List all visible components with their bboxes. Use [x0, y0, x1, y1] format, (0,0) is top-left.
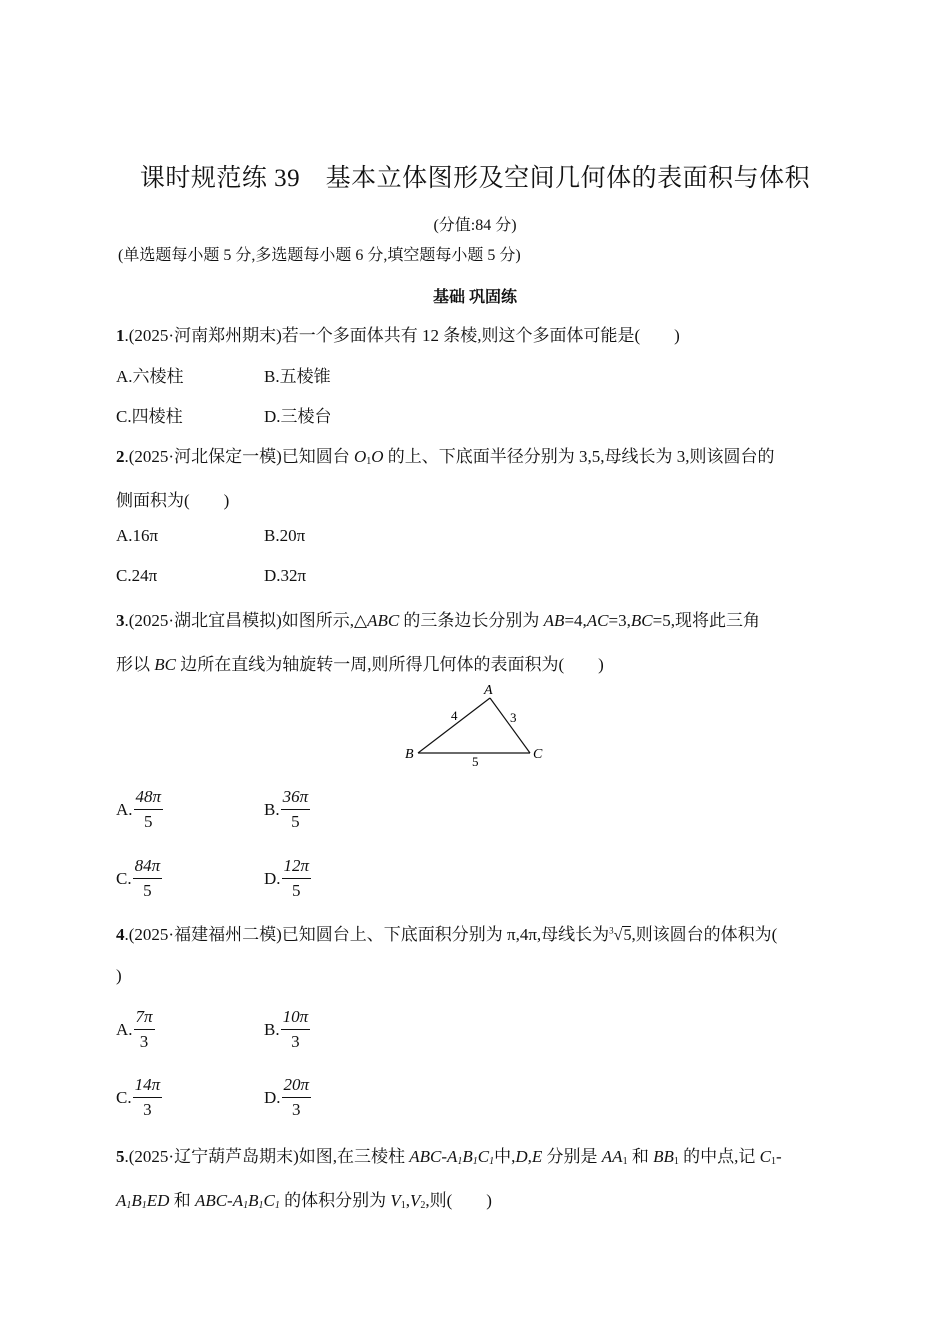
- fraction: $\frac{20\pi}{3}$: [283, 1075, 310, 1119]
- fraction: $\frac{84\pi}{5}$: [134, 856, 161, 900]
- side-ac-length: 3: [510, 710, 517, 725]
- q4-option-a[interactable]: A. $\frac{7\pi}{3}$: [116, 1007, 153, 1051]
- score-note: (分值:84 分): [433, 217, 517, 234]
- question-3-line-2: 形以 BC 边所在直线为轴旋转一周,则所得几何体的表面积为( ): [116, 655, 604, 674]
- fraction: $\frac{14\pi}{3}$: [134, 1075, 161, 1119]
- question-5-line-2: $A_1B_1ED$ 和 ABC-$A_1B_1C_1$ 的体积分别为 $V_1,V_2$,则( ): [116, 1191, 492, 1211]
- q2-option-a[interactable]: A.16π: [116, 526, 159, 545]
- q1-option-a[interactable]: A.六棱柱: [116, 367, 184, 386]
- fraction: $\frac{7\pi}{3}$: [135, 1007, 153, 1051]
- question-2: 2.(2025·河北保定一模)已知圆台 $O_1O$ 的上、下底面半径分别为 3,5,母线长为 3,则该圆台的: [116, 447, 775, 467]
- q3-option-c[interactable]: C. $\frac{84\pi}{5}$: [116, 856, 161, 900]
- question-5: 5.(2025·辽宁葫芦岛期末)如图,在三棱柱 ABC-$A_1B_1C_1$中,D,E 分别是 $AA_1$ 和 $BB_1$ 的中点,记 $C_1-$: [116, 1147, 782, 1167]
- q1-option-d[interactable]: D.三棱台: [264, 407, 332, 426]
- fraction: $\frac{48\pi}{5}$: [135, 787, 162, 831]
- fraction: $\frac{10\pi}{3}$: [282, 1007, 309, 1051]
- q1-option-b[interactable]: B.五棱锥: [264, 367, 331, 386]
- page-title: 课时规范练 39 基本立体图形及空间几何体的表面积与体积: [139, 165, 811, 192]
- q3-option-b[interactable]: B. $\frac{36\pi}{5}$: [264, 787, 309, 831]
- question-2-line-2: 侧面积为( ): [116, 491, 230, 510]
- side-bc-length: 5: [472, 754, 479, 768]
- question-text: .(2025·河南郑州期末)若一个多面体共有 12 条棱,则这个多面体可能是(: [124, 326, 641, 345]
- question-number: 4: [116, 925, 125, 944]
- question-3: 3.(2025·湖北宜昌模拟)如图所示,△ABC 的三条边长分别为 AB=4,AC=3,BC=5,现将此三角: [116, 611, 760, 630]
- question-4: 4.(2025·福建福州二模)已知圆台上、下底面积分别为 π,4π,母线长为$^3$√5,则该圆台的体积为(: [116, 925, 778, 944]
- cube-root: $^3$√5: [609, 925, 632, 944]
- q4-option-c[interactable]: C. $\frac{14\pi}{3}$: [116, 1075, 161, 1119]
- scoring-rule: (单选题每小题 5 分,多选题每小题 6 分,填空题每小题 5 分): [118, 247, 521, 264]
- question-4-line-2: ): [116, 966, 122, 985]
- section-heading: 基础 巩固练: [432, 289, 517, 306]
- q2-option-d[interactable]: D.32π: [264, 566, 307, 585]
- vertex-a-label: A: [484, 683, 493, 698]
- question-number: 5: [116, 1147, 125, 1166]
- side-ac: [490, 698, 530, 753]
- q4-option-d[interactable]: D. $\frac{20\pi}{3}$: [264, 1075, 310, 1119]
- q3-option-a[interactable]: A. $\frac{48\pi}{5}$: [116, 787, 162, 831]
- question-number: 1: [116, 326, 125, 345]
- fraction: $\frac{36\pi}{5}$: [282, 787, 309, 831]
- q2-option-c[interactable]: C.24π: [116, 566, 158, 585]
- vertex-b-label: B: [405, 747, 414, 762]
- q1-option-c[interactable]: C.四棱柱: [116, 407, 183, 426]
- q4-option-b[interactable]: B. $\frac{10\pi}{3}$: [264, 1007, 309, 1051]
- fraction: $\frac{12\pi}{5}$: [283, 856, 310, 900]
- question-number: 3: [116, 611, 125, 630]
- vertex-c-label: C: [533, 747, 543, 762]
- side-ab: [418, 698, 490, 753]
- q2-option-b[interactable]: B.20π: [264, 526, 306, 545]
- question-number: 2: [116, 447, 125, 466]
- q3-option-d[interactable]: D. $\frac{12\pi}{5}$: [264, 856, 310, 900]
- question-1: 1.(2025·河南郑州期末)若一个多面体共有 12 条棱,则这个多面体可能是( ): [116, 326, 680, 345]
- triangle-figure: [400, 678, 560, 768]
- side-ab-length: 4: [451, 708, 458, 723]
